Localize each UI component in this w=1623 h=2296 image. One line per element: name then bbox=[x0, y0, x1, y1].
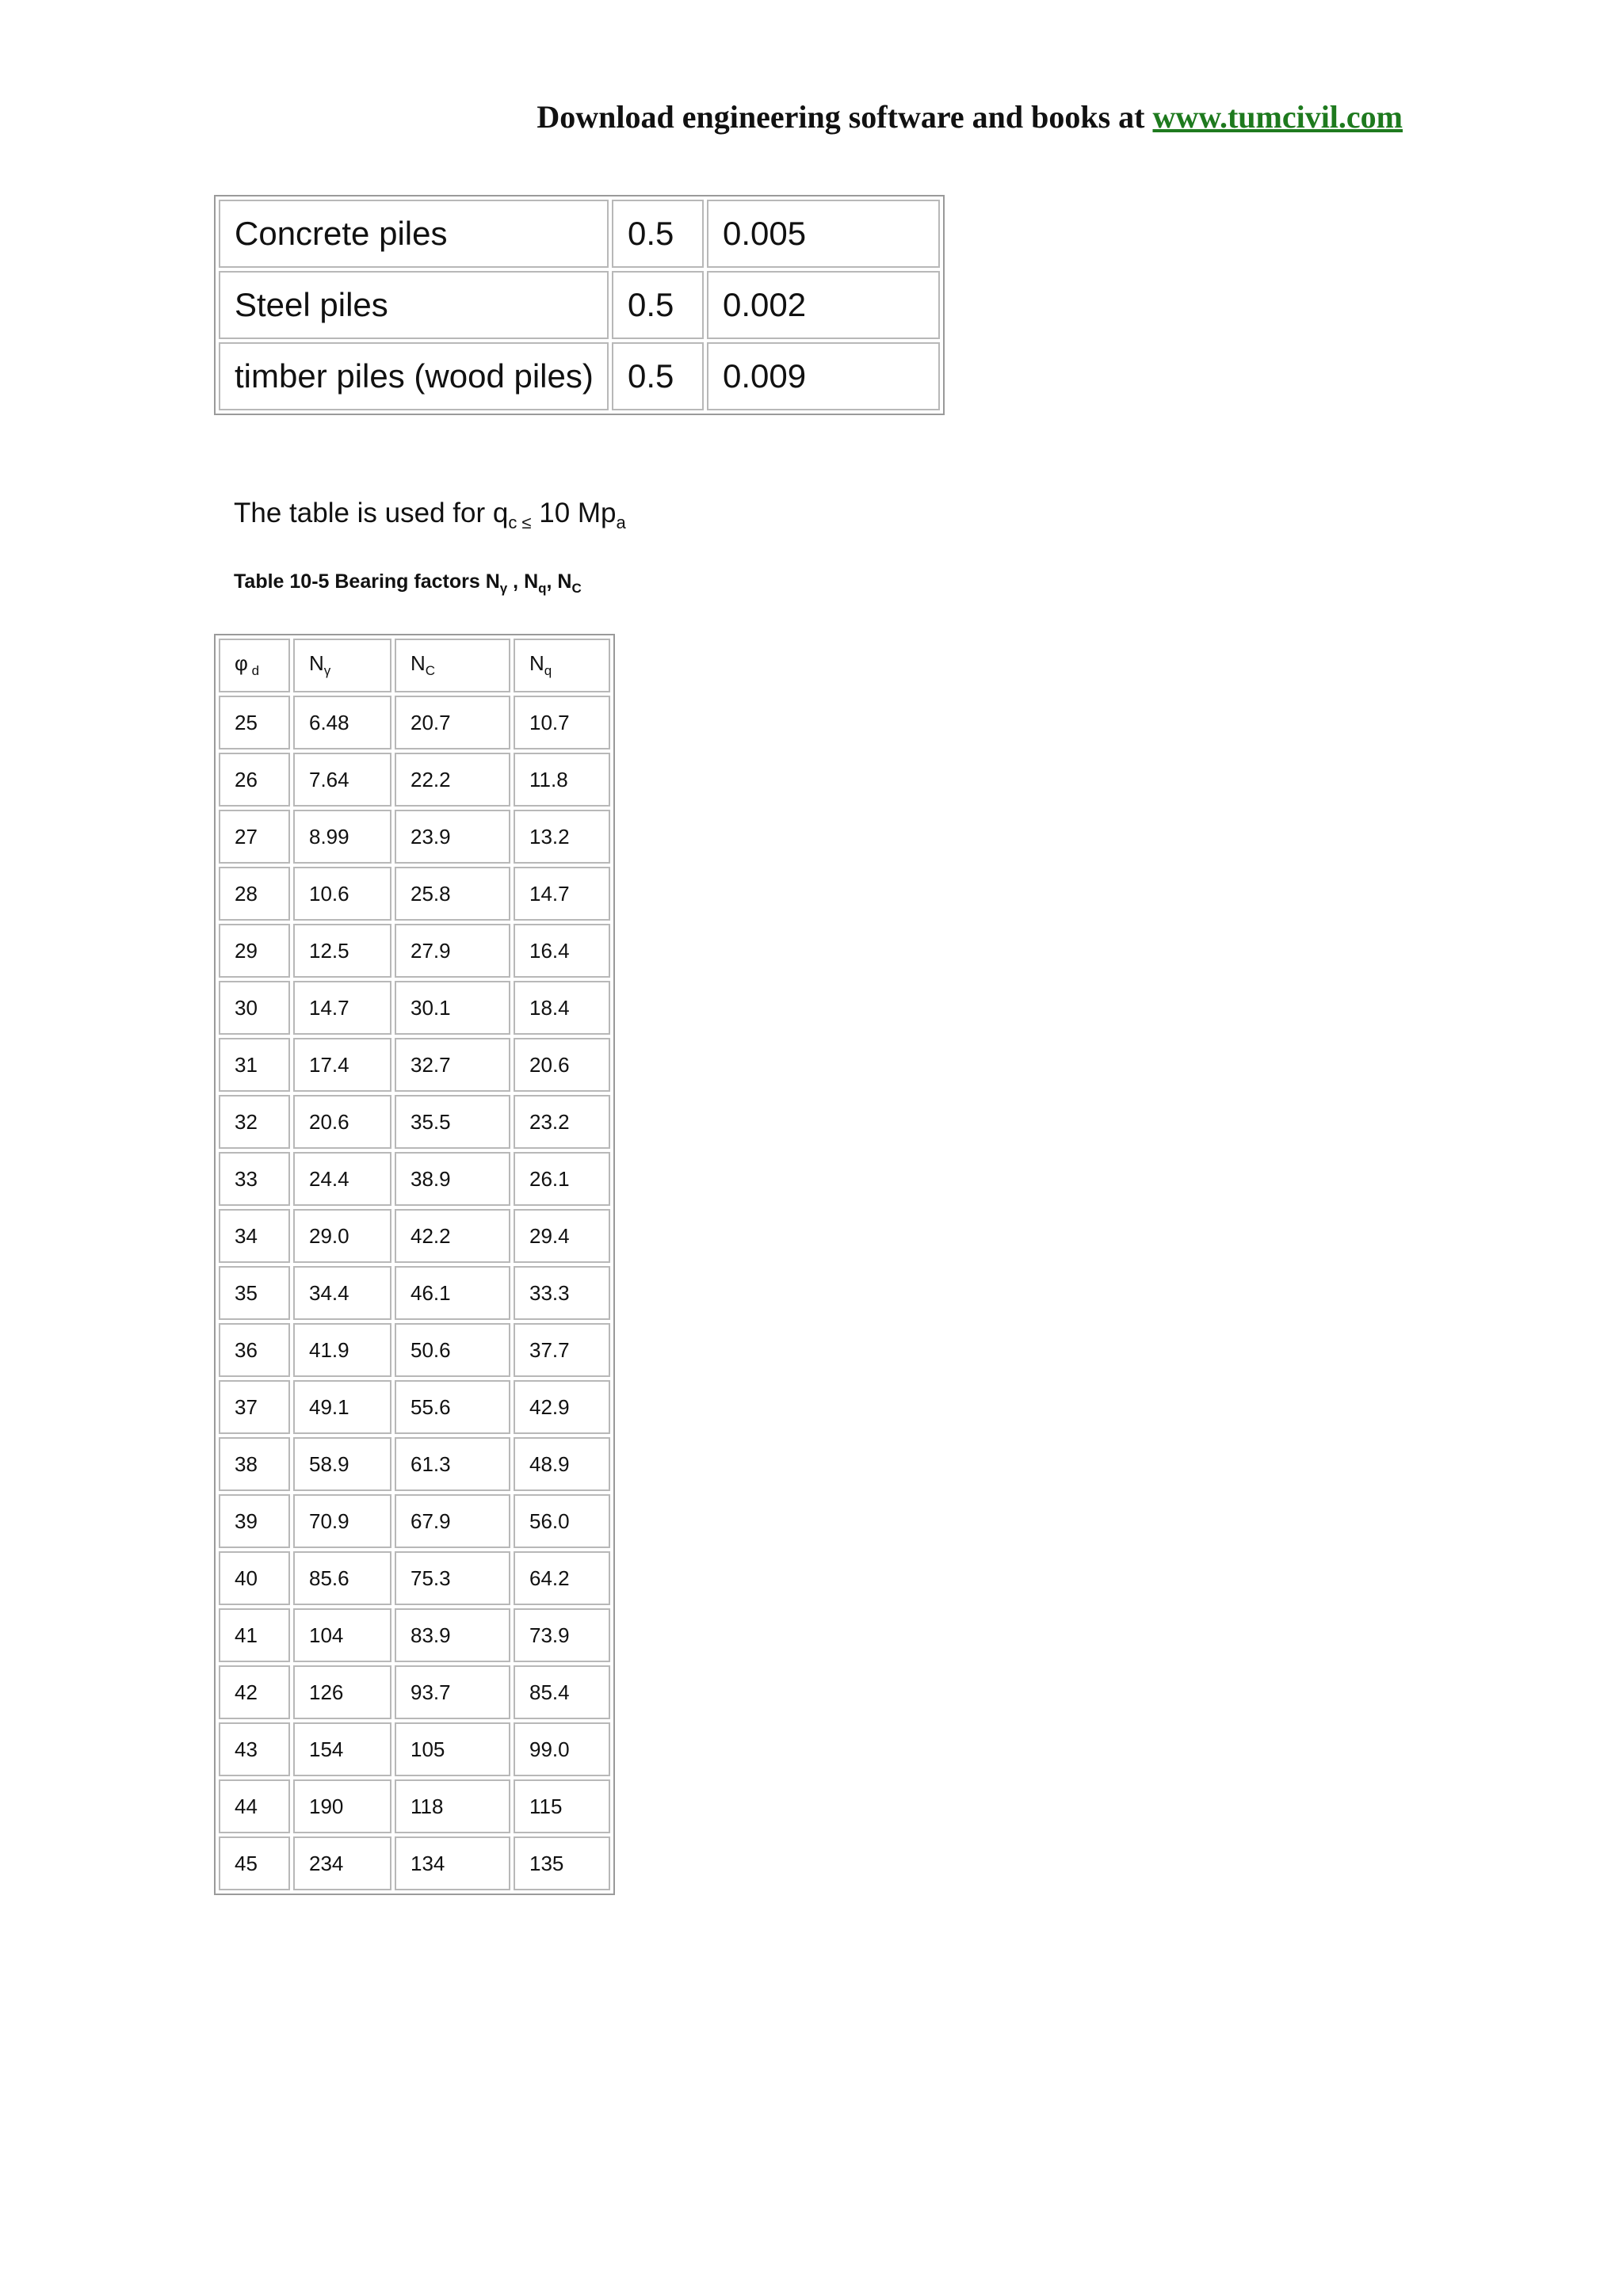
bearing-table-cell: 6.48 bbox=[293, 696, 391, 749]
bearing-table-cell: 29.0 bbox=[293, 1209, 391, 1263]
bearing-table-row bbox=[219, 1209, 610, 1263]
pile-table-row bbox=[219, 271, 940, 339]
bearing-table-cell: 29.4 bbox=[514, 1209, 610, 1263]
caption-sub-q: q bbox=[538, 581, 547, 596]
bearing-table-cell: 115 bbox=[514, 1779, 610, 1833]
bearing-table-cell: 55.6 bbox=[395, 1380, 510, 1434]
bearing-table-cell: 85.6 bbox=[293, 1551, 391, 1605]
bearing-table-cell: 10.6 bbox=[293, 867, 391, 921]
bearing-table-cell: 105 bbox=[395, 1722, 510, 1776]
bearing-table-row bbox=[219, 1152, 610, 1206]
bearing-table-row bbox=[219, 1836, 610, 1890]
bearing-table-cell: 33 bbox=[219, 1152, 290, 1206]
pile-table-cell: 0.5 bbox=[612, 271, 704, 339]
header-symbol: N bbox=[309, 651, 324, 676]
bearing-table-cell: 44 bbox=[219, 1779, 290, 1833]
note-sub-a: a bbox=[616, 513, 626, 532]
bearing-table-cell: 50.6 bbox=[395, 1323, 510, 1377]
caption-sep2: , N bbox=[546, 570, 572, 593]
caption-sub-gamma: γ bbox=[499, 581, 508, 596]
bearing-table-cell: 13.2 bbox=[514, 810, 610, 864]
bearing-table-row bbox=[219, 1608, 610, 1662]
bearing-table-row bbox=[219, 1665, 610, 1719]
bearing-table-cell: 29 bbox=[219, 924, 290, 978]
bearing-table-cell: 75.3 bbox=[395, 1551, 510, 1605]
bearing-table-cell: 104 bbox=[293, 1608, 391, 1662]
bearing-table-row bbox=[219, 1722, 610, 1776]
bearing-table-cell: 154 bbox=[293, 1722, 391, 1776]
bearing-table-cell: 35 bbox=[219, 1266, 290, 1320]
bearing-table-cell: 7.64 bbox=[293, 753, 391, 807]
bearing-table-row bbox=[219, 753, 610, 807]
bearing-table-cell: 34.4 bbox=[293, 1266, 391, 1320]
bearing-table-cell: 17.4 bbox=[293, 1038, 391, 1092]
bearing-table-cell: 10.7 bbox=[514, 696, 610, 749]
bearing-table-header-cell bbox=[514, 639, 610, 692]
bearing-table-row bbox=[219, 1038, 610, 1092]
bearing-table-cell: 35.5 bbox=[395, 1095, 510, 1149]
bearing-table-cell: 38.9 bbox=[395, 1152, 510, 1206]
bearing-table-row bbox=[219, 1095, 610, 1149]
bearing-table-cell: 39 bbox=[219, 1494, 290, 1548]
bearing-table-cell: 37.7 bbox=[514, 1323, 610, 1377]
bearing-table-cell: 27 bbox=[219, 810, 290, 864]
header-subscript: γ bbox=[323, 663, 331, 679]
bearing-table-cell: 42.2 bbox=[395, 1209, 510, 1263]
bearing-table-cell: 22.2 bbox=[395, 753, 510, 807]
bearing-table-cell: 83.9 bbox=[395, 1608, 510, 1662]
bearing-table-cell: 30 bbox=[219, 981, 290, 1035]
bearing-table-cell: 30.1 bbox=[395, 981, 510, 1035]
pile-table-cell: 0.002 bbox=[707, 271, 940, 339]
bearing-table-cell: 67.9 bbox=[395, 1494, 510, 1548]
bearing-table-cell: 37 bbox=[219, 1380, 290, 1434]
bearing-table-cell: 85.4 bbox=[514, 1665, 610, 1719]
bearing-table-cell: 118 bbox=[395, 1779, 510, 1833]
bearing-table-cell: 23.2 bbox=[514, 1095, 610, 1149]
bearing-table-row bbox=[219, 981, 610, 1035]
bearing-table-cell: 61.3 bbox=[395, 1437, 510, 1491]
bearing-table-cell: 27.9 bbox=[395, 924, 510, 978]
bearing-table-cell: 26 bbox=[219, 753, 290, 807]
bearing-table-cell: 190 bbox=[293, 1779, 391, 1833]
bearing-table-cell: 34 bbox=[219, 1209, 290, 1263]
bearing-table-cell: 134 bbox=[395, 1836, 510, 1890]
bearing-table-cell: 41 bbox=[219, 1608, 290, 1662]
bearing-table-cell: 99.0 bbox=[514, 1722, 610, 1776]
pile-table-cell: 0.5 bbox=[612, 342, 704, 410]
bearing-table-cell: 38 bbox=[219, 1437, 290, 1491]
bearing-table-cell: 43 bbox=[219, 1722, 290, 1776]
pile-table-cell: 0.5 bbox=[612, 200, 704, 268]
bearing-table-cell: 23.9 bbox=[395, 810, 510, 864]
bearing-table-cell: 41.9 bbox=[293, 1323, 391, 1377]
bearing-table-cell: 25 bbox=[219, 696, 290, 749]
pile-table-cell: Concrete piles bbox=[219, 200, 609, 268]
header-subscript: q bbox=[544, 663, 552, 679]
bearing-table-cell: 58.9 bbox=[293, 1437, 391, 1491]
header-subscript: C bbox=[425, 663, 436, 679]
note-prefix: The table is used for q bbox=[234, 498, 509, 528]
header-symbol: N bbox=[529, 651, 544, 676]
bearing-table-header-cell bbox=[293, 639, 391, 692]
bearing-table-cell: 20.6 bbox=[293, 1095, 391, 1149]
bearing-table-cell: 70.9 bbox=[293, 1494, 391, 1548]
bearing-table-row bbox=[219, 1437, 610, 1491]
pile-table-row bbox=[219, 342, 940, 410]
bearing-table-row bbox=[219, 867, 610, 921]
header-symbol: N bbox=[411, 651, 426, 676]
bearing-table-cell: 14.7 bbox=[293, 981, 391, 1035]
bearing-table-header-cell bbox=[395, 639, 510, 692]
bearing-table-cell: 14.7 bbox=[514, 867, 610, 921]
bearing-factors-table bbox=[214, 634, 615, 1895]
pile-table-row bbox=[219, 200, 940, 268]
bearing-table-cell: 32 bbox=[219, 1095, 290, 1149]
bearing-table-cell: 16.4 bbox=[514, 924, 610, 978]
bearing-table-cell: 20.6 bbox=[514, 1038, 610, 1092]
bearing-table-cell: 234 bbox=[293, 1836, 391, 1890]
bearing-table-row bbox=[219, 1380, 610, 1434]
pile-coefficient-table bbox=[214, 195, 945, 415]
bearing-table-cell: 24.4 bbox=[293, 1152, 391, 1206]
bearing-table-row bbox=[219, 696, 610, 749]
bearing-table-cell: 33.3 bbox=[514, 1266, 610, 1320]
bearing-table-row bbox=[219, 810, 610, 864]
bearing-table-row bbox=[219, 1494, 610, 1548]
caption-prefix: Table 10-5 Bearing factors N bbox=[234, 570, 500, 593]
pile-table-cell: 0.009 bbox=[707, 342, 940, 410]
bearing-table-cell: 135 bbox=[514, 1836, 610, 1890]
bearing-table-cell: 11.8 bbox=[514, 753, 610, 807]
bearing-table-cell: 56.0 bbox=[514, 1494, 610, 1548]
bearing-table-cell: 48.9 bbox=[514, 1437, 610, 1491]
bearing-table-cell: 18.4 bbox=[514, 981, 610, 1035]
bearing-table-row bbox=[219, 1551, 610, 1605]
bearing-table-cell: 20.7 bbox=[395, 696, 510, 749]
caption-sub-c: C bbox=[571, 581, 582, 596]
bearing-table-cell: 49.1 bbox=[293, 1380, 391, 1434]
bearing-table-cell: 126 bbox=[293, 1665, 391, 1719]
bearing-table-cell: 26.1 bbox=[514, 1152, 610, 1206]
bearing-table-cell: 12.5 bbox=[293, 924, 391, 978]
bearing-table-cell: 46.1 bbox=[395, 1266, 510, 1320]
bearing-table-cell: 42 bbox=[219, 1665, 290, 1719]
bearing-table-cell: 64.2 bbox=[514, 1551, 610, 1605]
bearing-table-cell: 42.9 bbox=[514, 1380, 610, 1434]
pile-table-cell: 0.005 bbox=[707, 200, 940, 268]
pile-table-cell: timber piles (wood piles) bbox=[219, 342, 609, 410]
header-link[interactable]: www.tumcivil.com bbox=[1152, 99, 1403, 135]
bearing-table-row bbox=[219, 924, 610, 978]
bearing-table-cell: 93.7 bbox=[395, 1665, 510, 1719]
header-symbol: φ bbox=[235, 651, 248, 676]
bearing-table-cell: 40 bbox=[219, 1551, 290, 1605]
page-header bbox=[0, 98, 1403, 135]
note-value: 10 Mp bbox=[531, 498, 617, 528]
bearing-table-header-row bbox=[219, 639, 610, 692]
pile-table-cell: Steel piles bbox=[219, 271, 609, 339]
caption-sep1: , N bbox=[507, 570, 539, 593]
table-caption bbox=[234, 570, 582, 597]
bearing-table-cell: 73.9 bbox=[514, 1608, 610, 1662]
header-subscript: d bbox=[247, 663, 260, 679]
bearing-table-cell: 31 bbox=[219, 1038, 290, 1092]
header-text: Download engineering software and books at bbox=[537, 99, 1153, 135]
bearing-table-cell: 32.7 bbox=[395, 1038, 510, 1092]
bearing-table-header-cell bbox=[219, 639, 290, 692]
table-usage-note bbox=[234, 498, 626, 533]
note-sub-le: ≤ bbox=[517, 513, 532, 532]
bearing-table-cell: 25.8 bbox=[395, 867, 510, 921]
bearing-table-cell: 36 bbox=[219, 1323, 290, 1377]
bearing-table-cell: 8.99 bbox=[293, 810, 391, 864]
note-sub-c: c bbox=[508, 513, 517, 532]
bearing-table-row bbox=[219, 1266, 610, 1320]
bearing-table-row bbox=[219, 1323, 610, 1377]
bearing-table-cell: 45 bbox=[219, 1836, 290, 1890]
bearing-table-row bbox=[219, 1779, 610, 1833]
bearing-table-cell: 28 bbox=[219, 867, 290, 921]
